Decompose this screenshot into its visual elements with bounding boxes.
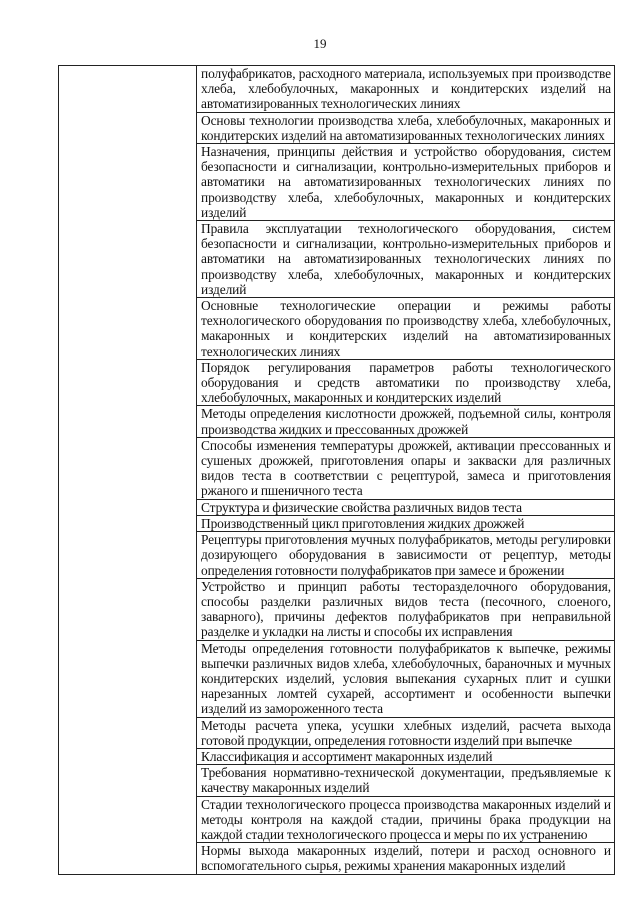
requirement-cell bbox=[197, 515, 615, 531]
requirement-text: Способы изменения температуры дрожжей, активации прессованных и сушеных дрожжей, приготовления опары и закваски для различных видов теста в соответствии с рецептурой, замеса и приготовления ржаного и пшеничного теста bbox=[201, 437, 611, 499]
requirement-cell bbox=[197, 221, 615, 298]
requirement-cell bbox=[197, 843, 615, 874]
knowledge-table-body bbox=[59, 66, 615, 875]
requirement-text: Основные технологические операции и режимы работы технологического оборудования по производству хлеба, хлебобулочных, макаронных и кондитерских изделий на автоматизированных технологических линиях bbox=[201, 298, 611, 359]
table-row bbox=[59, 66, 615, 113]
requirement-cell bbox=[197, 640, 615, 717]
requirement-text: Правила эксплуатации технологического оборудования, систем безопасности и сигнализации, контрольно-измерительных приборов и автоматики на автоматизированных технологических линиях по производству хлеба, хлебобулочных, макаронных и кондитерских изделий bbox=[201, 221, 611, 297]
requirement-text: Структура и физические свойства различных видов теста bbox=[201, 499, 522, 515]
requirement-cell bbox=[197, 765, 615, 796]
requirement-text: полуфабрикатов, расходного материала, используемых при производстве хлеба, хлебобулочных, макаронных и кондитерских изделий на автоматизированных технологических линиях bbox=[201, 66, 611, 112]
requirement-cell bbox=[197, 499, 615, 515]
requirement-text: Нормы выхода макаронных изделий, потери и расход основного и вспомогательного сырья, режимы хранения макаронных изделий bbox=[201, 843, 611, 874]
page-number: 19 bbox=[313, 36, 327, 51]
requirement-text: Производственный цикл приготовления жидких дрожжей bbox=[201, 515, 525, 531]
requirement-cell bbox=[197, 144, 615, 221]
requirement-cell bbox=[197, 359, 615, 406]
requirement-cell bbox=[197, 66, 615, 113]
requirement-text: Стадии технологического процесса производства макаронных изделий и методы контроля на каждой стадии, причины брака продукции на каждой стадии технологического процесса и меры по их устранению bbox=[201, 796, 611, 842]
requirement-text: Методы расчета упека, усушки хлебных изделий, расчета выхода готовой продукции, определения готовности изделий при выпечке bbox=[201, 717, 611, 748]
requirement-cell bbox=[197, 298, 615, 360]
left-column-cell bbox=[59, 66, 197, 875]
requirement-cell bbox=[197, 112, 615, 143]
requirement-text: Порядок регулирования параметров работы технологического оборудования и средств автоматики по производству хлеба, хлебобулочных, макаронных и кондитерских изделий bbox=[201, 359, 611, 406]
requirement-cell bbox=[197, 532, 615, 579]
requirement-text: Рецептуры приготовления мучных полуфабрикатов, методы регулировки дозирующего оборудования в зависимости от рецептур, методы определения готовности полуфабрикатов при замесе и брожении bbox=[201, 532, 611, 578]
requirement-text: Основы технологии производства хлеба, хлебобулочных, макаронных и кондитерских изделий на автоматизированных технологических линиях bbox=[201, 112, 611, 143]
requirement-cell bbox=[197, 717, 615, 748]
knowledge-table bbox=[58, 65, 615, 875]
requirement-cell bbox=[197, 578, 615, 640]
requirement-text: Методы определения готовности полуфабрикатов к выпечке, режимы выпечки различных видов хлеба, хлебобулочных, бараночных и мучных кондитерских изделий, условия выпекания сухарных плит и сушки нарезанных ломтей сухарей, ассортимент и особенности выпечки изделий из замороженного теста bbox=[201, 640, 611, 717]
requirement-text: Назначения, принципы действия и устройство оборудования, систем безопасности и сигнализации, контрольно-измерительных приборов и автоматики на автоматизированных технологических линиях по производству хлеба, хлебобулочных, макаронных и кондитерских изделий bbox=[201, 144, 611, 220]
requirement-text: Классификация и ассортимент макаронных изделий bbox=[201, 748, 493, 764]
requirement-cell bbox=[197, 437, 615, 499]
requirement-text: Методы определения кислотности дрожжей, подъемной силы, контроля производства жидких и прессованных дрожжей bbox=[201, 406, 611, 437]
requirement-cell bbox=[197, 748, 615, 764]
requirement-cell bbox=[197, 406, 615, 437]
requirement-cell bbox=[197, 796, 615, 843]
requirement-text: Устройство и принцип работы тесторазделочного оборудования, способы разделки различных видов теста (песочного, слоеного, заварного), причины дефектов полуфабрикатов при неправильной разделке и укладки на листы и способы их исправления bbox=[201, 578, 611, 640]
requirement-text: Требования нормативно-технической документации, предъявляемые к качеству макаронных изделий bbox=[201, 765, 611, 796]
